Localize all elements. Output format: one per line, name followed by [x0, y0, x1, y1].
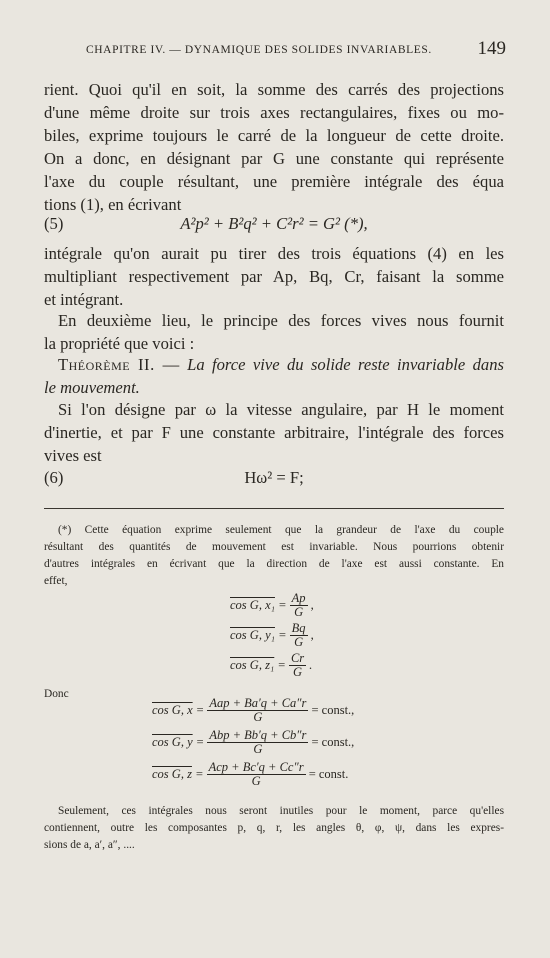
- footnote-line: (*) Cette équation exprime seulement que la grandeur de l'axe du couple: [58, 524, 504, 536]
- text-line: vives est: [44, 446, 102, 465]
- main-text: [44, 78, 504, 216]
- const-equation: cos G, y = $\frac{\text{Abp + Bb′q + Cb″r}}{G}$ = const.,: [152, 728, 355, 756]
- cos-equations: [230, 592, 504, 682]
- running-title: CHAPITRE IV. — DYNAMIQUE DES SOLIDES INVARIABLES.: [86, 44, 432, 56]
- footnote: [44, 522, 504, 854]
- page-number: 149: [477, 38, 506, 59]
- cos-equation: cos G, x₁ = $\frac{Ap}{G}$ ,: [230, 591, 314, 619]
- paragraph-4: [44, 398, 504, 467]
- text-line: multipliant respectivement par Ap, Bq, Cr, faisant la somme: [44, 267, 504, 286]
- fraction: $\frac{Bq}{G}$: [291, 621, 306, 649]
- theorem: [44, 353, 504, 399]
- footnote-line: contiennent, outre les composantes p, q, r, les angles θ, φ, ψ, dans les expres-: [44, 822, 504, 834]
- text-line: biles, exprime toujours le carré de la longueur de cette droite.: [44, 126, 504, 145]
- fraction: $\frac{\text{Acp + Bc′q + Cc″r}}{G}$: [208, 760, 304, 788]
- const-equation: cos G, x = $\frac{\text{Aap + Ba′q + Ca″r}}{G}$ = const.,: [152, 696, 355, 724]
- eq-lhs: cos G, z: [152, 767, 192, 781]
- footnote-divider: [44, 508, 504, 509]
- equation-number: (6): [44, 468, 64, 487]
- running-header: [86, 38, 506, 59]
- const-equation: cos G, z = $\frac{\text{Acp + Bc′q + Cc″r}}{G}$ = const.: [152, 760, 349, 788]
- theorem-text: La force vive du solide reste invariable dans: [187, 355, 504, 374]
- text-line: On a donc, en désignant par G une constante qui représente: [44, 149, 504, 168]
- footnote-line: sions de a, a′, a″, ....: [44, 839, 135, 851]
- theorem-label: Théorème II. —: [58, 355, 180, 374]
- text-line: d'une même droite sur trois axes rectangulaires, fixes ou mo-: [44, 103, 504, 122]
- paragraph-3: [44, 309, 504, 355]
- text-line: d'inertie, et par F une constante arbitraire, l'intégrale des forces: [44, 423, 504, 442]
- text-line: la propriété que voici :: [44, 334, 195, 353]
- fraction: $\frac{\text{Aap + Ba′q + Ca″r}}{G}$: [209, 696, 307, 724]
- equation-body: A²p² + B²q² + C²r² = G² (*),: [180, 214, 368, 233]
- text-line: Si l'on désigne par ω la vitesse angulaire, par H le moment: [58, 400, 504, 419]
- footnote-line: résultant des quantités de mouvement est invariable. Nous pourrions obtenir: [44, 541, 504, 553]
- text-line: En deuxième lieu, le principe des forces vives nous fournit: [58, 311, 504, 330]
- eq-lhs: cos G, x: [152, 703, 193, 717]
- text-line: intégrale qu'on aurait pu tirer des trois équations (4) en les: [44, 244, 504, 263]
- footnote-line: effet,: [44, 575, 68, 587]
- cos-equation: cos G, y₁ = $\frac{Bq}{G}$ ,: [230, 621, 314, 649]
- equation-5: [44, 212, 504, 237]
- fraction: $\frac{Cr}{G}$: [290, 651, 305, 679]
- text-line: l'axe du couple résultant, une première intégrale des équa: [44, 172, 504, 191]
- eq-lhs: cos G, x₁: [230, 598, 275, 612]
- donc-label: Donc: [44, 688, 69, 700]
- text-line: rient. Quoi qu'il en soit, la somme des carrés des projections: [44, 80, 504, 99]
- fraction: $\frac{Ap}{G}$: [291, 591, 306, 619]
- equation-number: (5): [44, 214, 64, 233]
- theorem-line: [44, 353, 504, 376]
- fraction: $\frac{\text{Abp + Bb′q + Cb″r}}{G}$: [209, 728, 307, 756]
- equation-6: [44, 466, 504, 491]
- text-line: tions (1), en écrivant: [44, 195, 182, 214]
- footnote-line: d'autres intégrales en écrivant que la direction de l'axe est aussi constante. En: [44, 558, 504, 570]
- footnote-closing: [44, 803, 504, 854]
- text-line: et intégrant.: [44, 290, 124, 309]
- paragraph-2: [44, 242, 504, 311]
- eq-lhs: cos G, y₁: [230, 628, 275, 642]
- theorem-text: le mouvement.: [44, 378, 140, 397]
- cos-equation: cos G, z₁ = $\frac{Cr}{G}$ .: [230, 651, 313, 679]
- const-equations: [152, 697, 504, 793]
- eq-lhs: cos G, y: [152, 735, 193, 749]
- equation-body: Hω² = F;: [244, 468, 304, 487]
- footnote-line: Seulement, ces intégrales nous seront inutiles pour le moment, parce qu'elles: [58, 805, 504, 817]
- eq-lhs: cos G, z₁: [230, 658, 275, 672]
